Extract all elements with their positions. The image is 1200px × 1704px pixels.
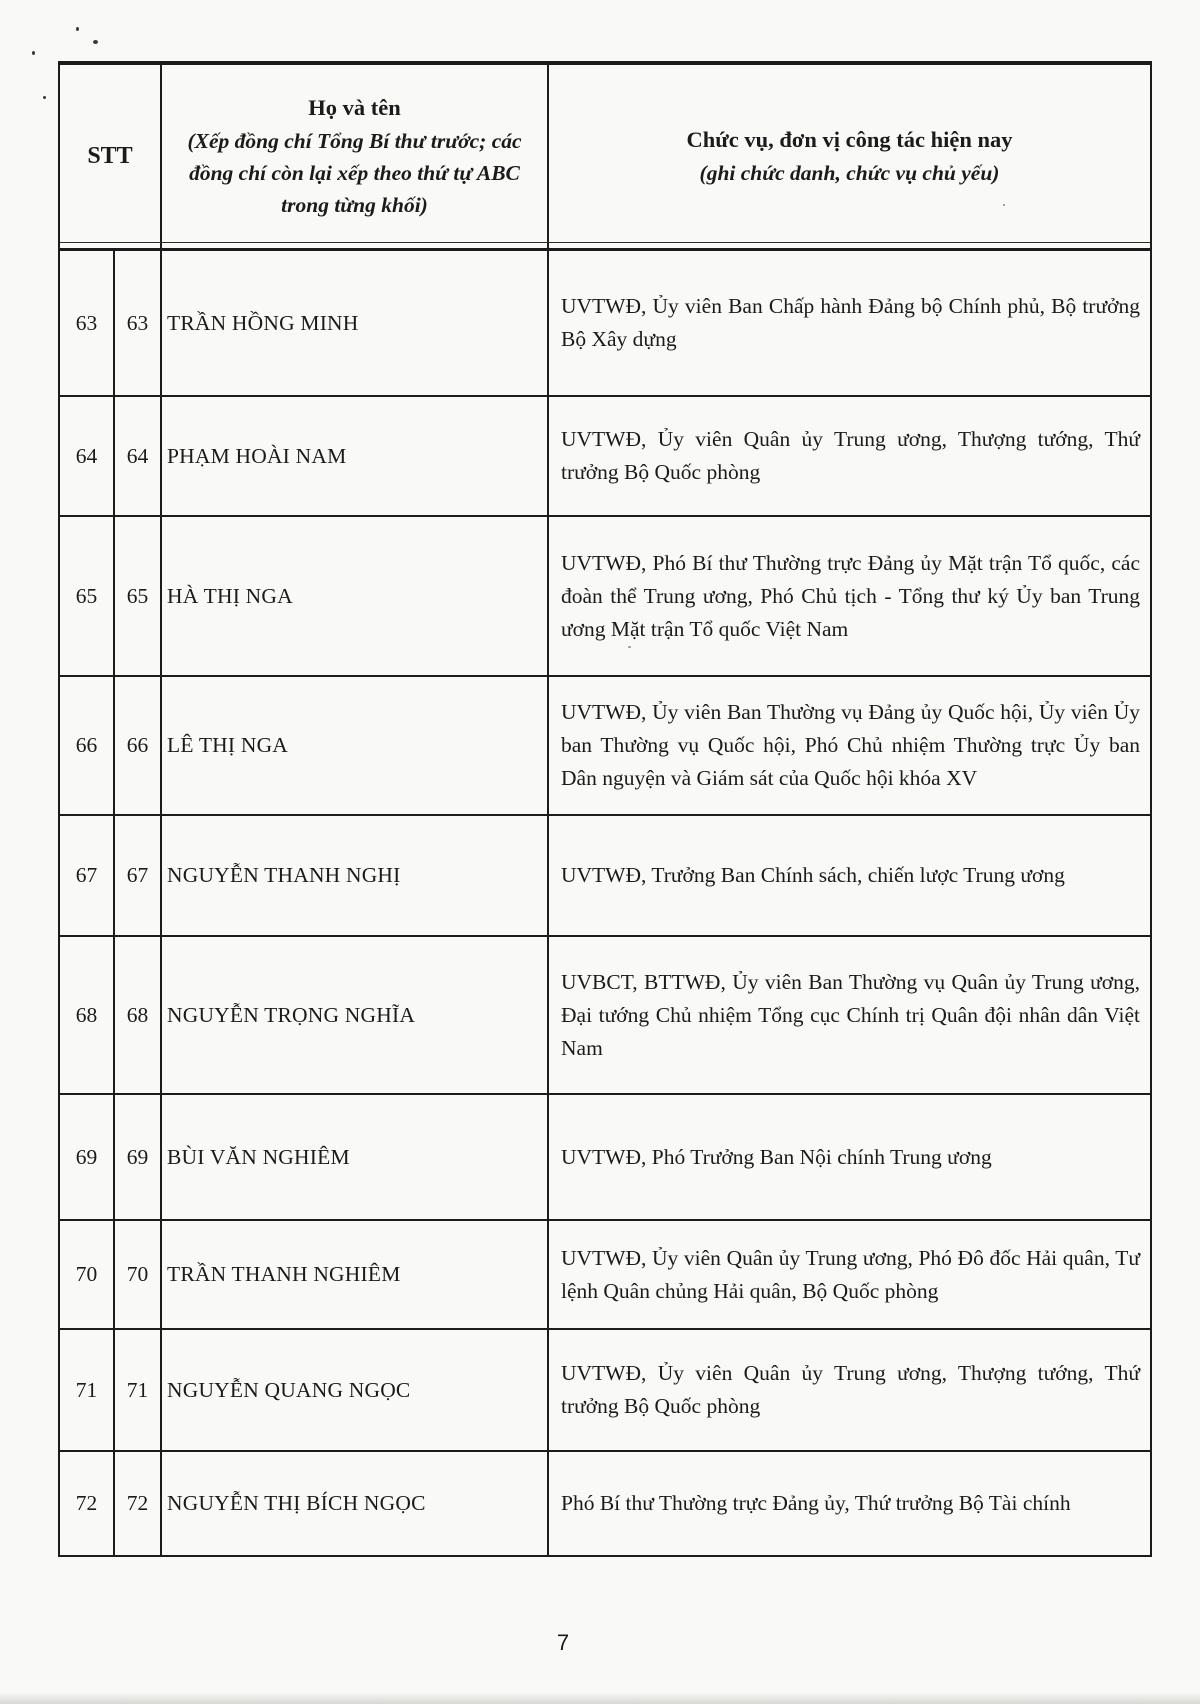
position-cell	[549, 1221, 1150, 1328]
position-text: UVTWĐ, Ủy viên Quân ủy Trung ương, Thượng tướng, Thứ trưởng Bộ Quốc phòng	[561, 1361, 1140, 1418]
header-position-title: Chức vụ, đơn vị công tác hiện nay	[686, 127, 1013, 152]
stt-cell-2: 70	[115, 1221, 162, 1328]
stt-cell: 67	[60, 816, 115, 935]
scan-speck	[76, 27, 79, 31]
scan-edge-shadow	[0, 1692, 1200, 1704]
name-cell: NGUYỄN TRỌNG NGHĨA	[162, 937, 549, 1093]
name-cell: PHẠM HOÀI NAM	[162, 397, 549, 515]
name-cell: LÊ THỊ NGA	[162, 677, 549, 814]
table-row	[60, 816, 1150, 937]
table-row	[60, 937, 1150, 1095]
position-text: UVBCT, BTTWĐ, Ủy viên Ban Thường vụ Quân ủy Trung ương, Đại tướng Chủ nhiệm Tổng cục Chính trị Quân đội nhân dân Việt Nam	[561, 969, 1140, 1060]
table-row	[60, 517, 1150, 677]
header-stt-label: STT	[87, 143, 133, 169]
header-name-note: (Xếp đồng chí Tổng Bí thư trước; các đồng chí còn lại xếp theo thứ tự ABC trong từng khối)	[187, 129, 522, 217]
stt-cell-2: 66	[115, 677, 162, 814]
position-cell	[549, 517, 1150, 675]
stt-cell: 71	[60, 1330, 115, 1450]
stt-cell: 72	[60, 1452, 115, 1555]
header-stt	[60, 65, 162, 248]
position-cell	[549, 1330, 1150, 1450]
position-text: UVTWĐ, Ủy viên Ban Thường vụ Đảng ủy Quốc hội, Ủy viên Ủy ban Thường vụ Quốc hội, Phó Chủ nhiệm Thường trực Ủy ban Dân nguyện và Giám sát của Quốc hội khóa XV	[561, 700, 1140, 790]
position-cell	[549, 937, 1150, 1093]
name-cell: NGUYỄN THANH NGHỊ	[162, 816, 549, 935]
stt-cell-2: 71	[115, 1330, 162, 1450]
stt-cell: 63	[60, 251, 115, 395]
stt-cell: 69	[60, 1095, 115, 1219]
name-cell: TRẦN HỒNG MINH	[162, 251, 549, 395]
table-row	[60, 251, 1150, 397]
stt-cell-2: 72	[115, 1452, 162, 1555]
position-text: UVTWĐ, Ủy viên Quân ủy Trung ương, Thượng tướng, Thứ trưởng Bộ Quốc phòng	[561, 427, 1140, 484]
position-cell	[549, 397, 1150, 515]
position-text: UVTWĐ, Trưởng Ban Chính sách, chiến lược Trung ương	[561, 863, 1065, 887]
stt-cell-2: 68	[115, 937, 162, 1093]
position-text: UVTWĐ, Phó Trưởng Ban Nội chính Trung ương	[561, 1144, 992, 1169]
name-cell: BÙI VĂN NGHIÊM	[162, 1095, 549, 1219]
scan-speck	[32, 51, 35, 55]
position-cell	[549, 816, 1150, 935]
stt-cell-2: 69	[115, 1095, 162, 1219]
position-text: UVTWĐ, Phó Bí thư Thường trực Đảng ủy Mặt trận Tổ quốc, các đoàn thể Trung ương, Phó Chủ tịch - Tổng thư ký Ủy ban Trung ương Mặt trận Tổ quốc Việt Nam	[561, 550, 1140, 641]
name-cell: TRẦN THANH NGHIÊM	[162, 1221, 549, 1328]
officials-table	[58, 61, 1152, 1557]
scan-speck	[93, 40, 98, 44]
table-row	[60, 1221, 1150, 1330]
position-cell	[549, 1452, 1150, 1555]
position-text: Phó Bí thư Thường trực Đảng ủy, Thứ trưởng Bộ Tài chính	[561, 1491, 1071, 1515]
header-position	[549, 65, 1150, 248]
table-row	[60, 677, 1150, 816]
stt-cell: 65	[60, 517, 115, 675]
position-cell	[549, 251, 1150, 395]
header-position-note: (ghi chức danh, chức vụ chủ yếu)	[699, 161, 1000, 185]
stt-cell: 66	[60, 677, 115, 814]
table-row	[60, 1095, 1150, 1221]
position-text: UVTWĐ, Ủy viên Quân ủy Trung ương, Phó Đô đốc Hải quân, Tư lệnh Quân chủng Hải quân, Bộ Quốc phòng	[561, 1245, 1140, 1303]
stt-cell: 70	[60, 1221, 115, 1328]
scan-speck	[43, 96, 46, 99]
header-name	[162, 65, 549, 248]
position-cell	[549, 677, 1150, 814]
name-cell: NGUYỄN QUANG NGỌC	[162, 1330, 549, 1450]
stt-cell-2: 65	[115, 517, 162, 675]
stt-cell-2: 67	[115, 816, 162, 935]
table-row	[60, 1330, 1150, 1452]
stt-cell-2: 63	[115, 251, 162, 395]
name-cell: NGUYỄN THỊ BÍCH NGỌC	[162, 1452, 549, 1555]
table-row	[60, 1452, 1150, 1555]
name-cell: HÀ THỊ NGA	[162, 517, 549, 675]
page-number: 7	[556, 1630, 570, 1655]
position-text: UVTWĐ, Ủy viên Ban Chấp hành Đảng bộ Chính phủ, Bộ trưởng Bộ Xây dựng	[561, 294, 1140, 351]
stt-cell: 64	[60, 397, 115, 515]
stt-cell-2: 64	[115, 397, 162, 515]
stt-cell: 68	[60, 937, 115, 1093]
position-cell	[549, 1095, 1150, 1219]
table-row	[60, 397, 1150, 517]
table-header-row	[60, 65, 1150, 251]
header-name-title: Họ và tên	[308, 95, 401, 120]
